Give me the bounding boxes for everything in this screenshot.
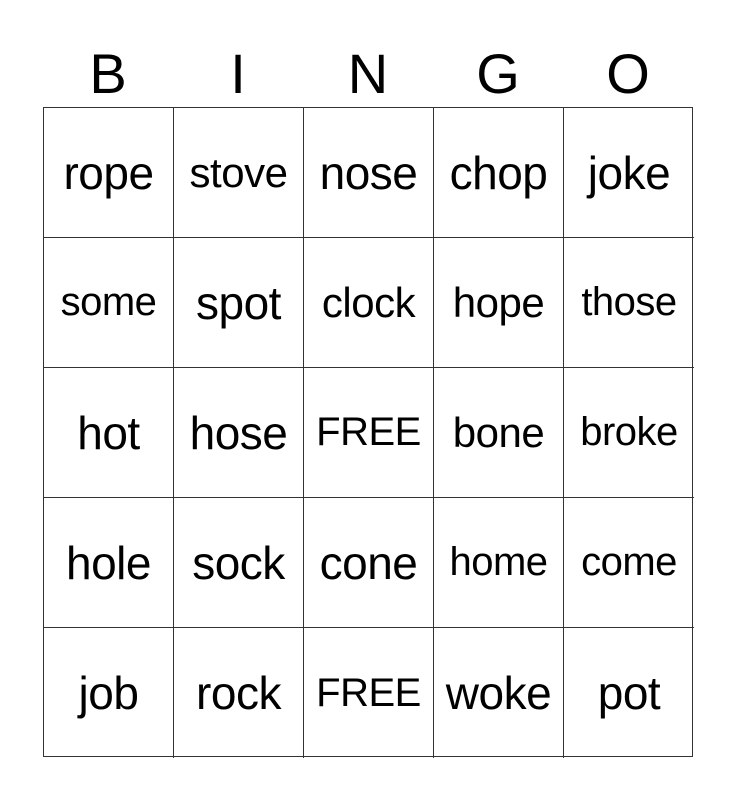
header-letter-i: I xyxy=(230,42,246,105)
bingo-cell: hot xyxy=(44,368,174,498)
bingo-cell: home xyxy=(434,498,564,628)
free-space: FREE xyxy=(304,628,434,758)
header-letter-g: G xyxy=(476,42,520,105)
bingo-cell: some xyxy=(44,238,174,368)
header-letter-o: O xyxy=(606,42,650,105)
bingo-cell: cone xyxy=(304,498,434,628)
bingo-grid xyxy=(43,107,693,757)
bingo-cell: bone xyxy=(434,368,564,498)
bingo-cell: spot xyxy=(174,238,304,368)
bingo-cell: pot xyxy=(597,667,661,719)
bingo-header xyxy=(43,42,693,106)
bingo-cell: clock xyxy=(304,238,434,368)
header-letter-b: B xyxy=(89,42,127,105)
bingo-cell: sock xyxy=(174,498,304,628)
bingo-cell: woke xyxy=(434,628,564,758)
bingo-cell: those xyxy=(564,238,694,368)
bingo-cell: come xyxy=(564,498,694,628)
bingo-cell: job xyxy=(44,628,174,758)
bingo-cell: stove xyxy=(174,108,304,238)
bingo-cell: hose xyxy=(174,368,304,498)
bingo-cell: rock xyxy=(174,628,304,758)
free-space: FREE xyxy=(304,368,434,498)
bingo-cell: chop xyxy=(434,108,564,238)
bingo-cell: hole xyxy=(44,498,174,628)
bingo-cell: rope xyxy=(44,108,174,238)
bingo-cell: broke xyxy=(564,368,694,498)
header-letter-n: N xyxy=(347,42,389,105)
bingo-cell: joke xyxy=(564,108,694,238)
bingo-cell: hope xyxy=(434,238,564,368)
bingo-cell: nose xyxy=(304,108,434,238)
